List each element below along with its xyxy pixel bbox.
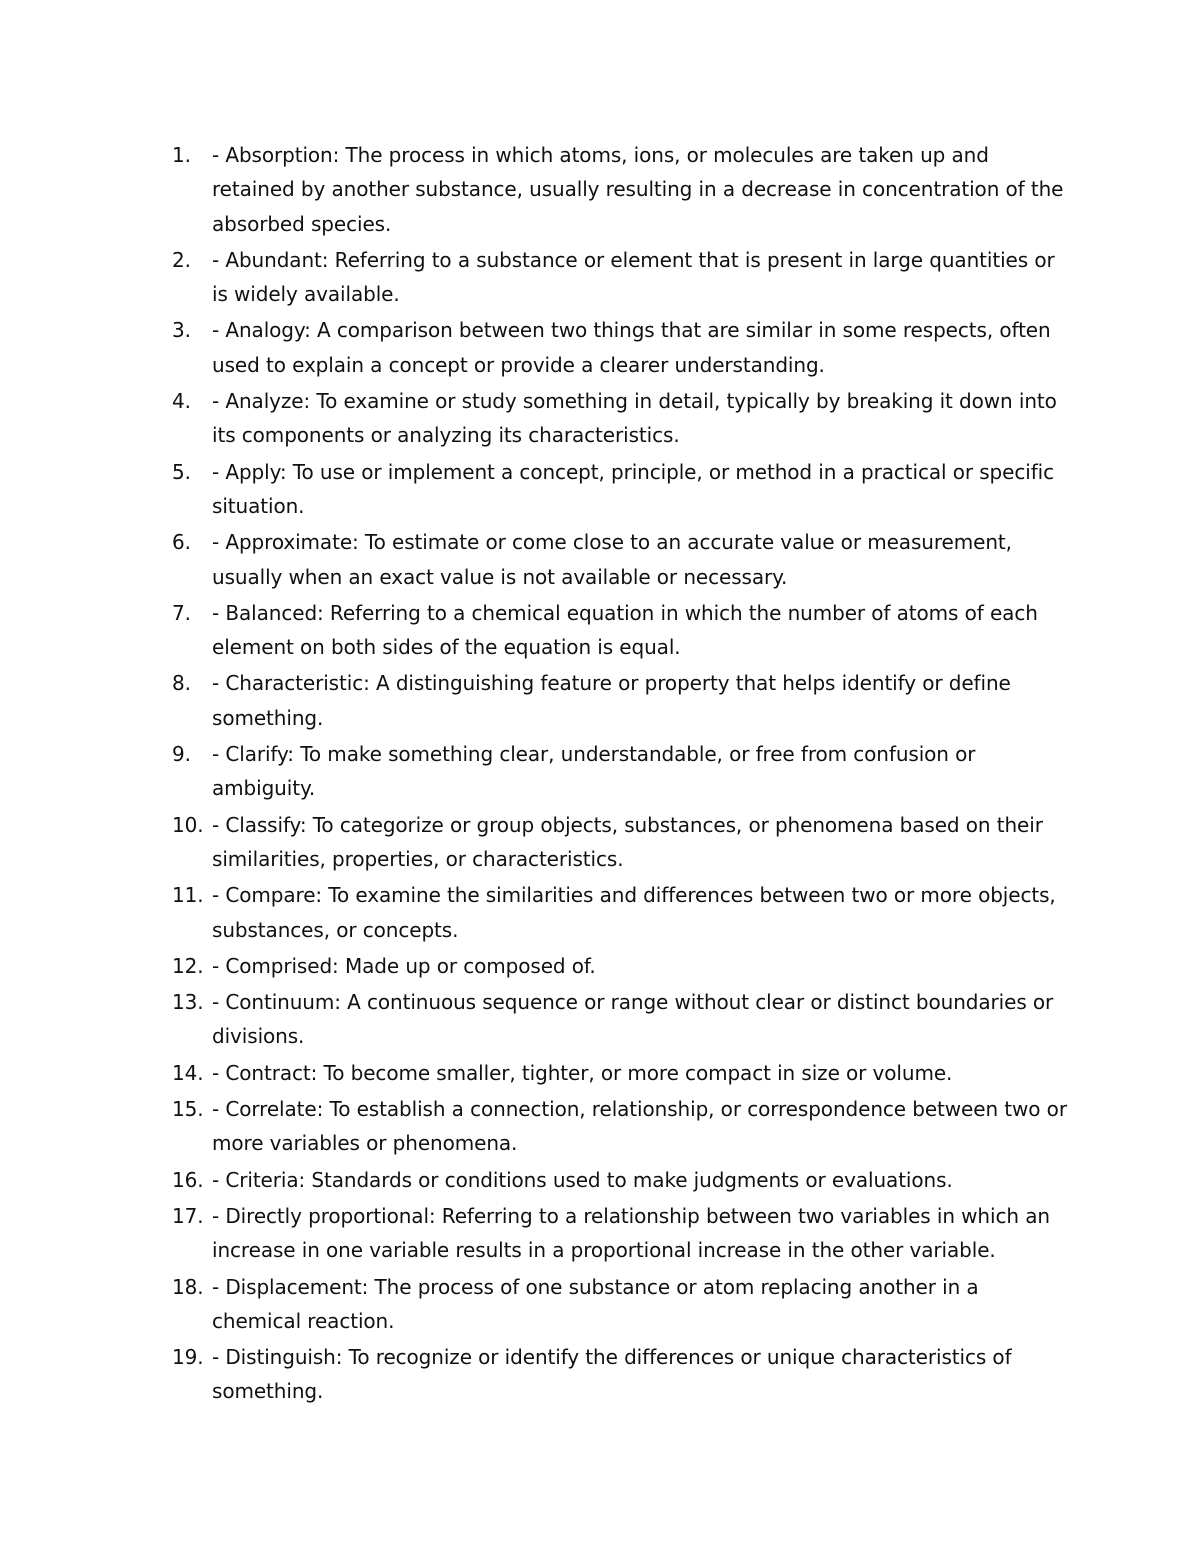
- item-number: 12.: [172, 953, 204, 978]
- list-item: [172, 1056, 1072, 1090]
- item-text: - Displacement: The process of one substance or atom replacing another in a chemical reaction.: [212, 1274, 979, 1333]
- item-number: 14.: [172, 1060, 204, 1085]
- item-text: - Absorption: The process in which atoms, ions, or molecules are taken up and retained by another substance, usually resulting in a decrease in concentration of the absorbed species.: [212, 143, 1064, 236]
- item-number: 9.: [172, 742, 191, 767]
- item-number: 19.: [172, 1345, 204, 1370]
- item-text: - Contract: To become smaller, tighter, or more compact in size or volume.: [212, 1060, 953, 1085]
- list-item: [172, 878, 1072, 947]
- glossary-list: [172, 138, 1072, 1411]
- list-item: [172, 384, 1072, 453]
- list-item: [172, 949, 1072, 983]
- item-text: - Characteristic: A distinguishing feature or property that helps identify or define something.: [212, 671, 1011, 730]
- item-text: - Apply: To use or implement a concept, principle, or method in a practical or specific situation.: [212, 459, 1055, 518]
- item-text: - Correlate: To establish a connection, relationship, or correspondence between two or more variables or phenomena.: [212, 1097, 1067, 1156]
- list-item: [172, 666, 1072, 735]
- item-text: - Distinguish: To recognize or identify the differences or unique characteristics of something.: [212, 1345, 1012, 1404]
- list-item: [172, 1270, 1072, 1339]
- list-item: [172, 243, 1072, 312]
- item-number: 17.: [172, 1203, 204, 1228]
- item-number: 10.: [172, 812, 204, 837]
- item-number: 15.: [172, 1097, 204, 1122]
- item-number: 6.: [172, 530, 191, 555]
- item-text: - Directly proportional: Referring to a relationship between two variables in which an increase in one variable results in a proportional increase in the other variable.: [212, 1203, 1050, 1263]
- list-item: [172, 1340, 1072, 1409]
- item-number: 7.: [172, 600, 191, 625]
- item-text: - Continuum: A continuous sequence or range without clear or distinct boundaries or divisions.: [212, 990, 1054, 1049]
- item-text: - Analogy: A comparison between two things that are similar in some respects, often used to explain a concept or provide a clearer understanding.: [212, 318, 1051, 377]
- item-text: - Classify: To categorize or group objects, substances, or phenomena based on their similarities, properties, or characteristics.: [212, 812, 1043, 871]
- item-text: - Clarify: To make something clear, understandable, or free from confusion or ambiguity.: [212, 742, 976, 801]
- item-text: - Compare: To examine the similarities and differences between two or more objects, substances, or concepts.: [212, 883, 1056, 942]
- item-number: 8.: [172, 671, 191, 696]
- list-item: [172, 313, 1072, 382]
- list-item: [172, 808, 1072, 877]
- list-item: [172, 985, 1072, 1054]
- item-text: - Comprised: Made up or composed of.: [212, 953, 596, 978]
- item-text: - Abundant: Referring to a substance or element that is present in large quantities or is widely available.: [212, 247, 1055, 307]
- item-number: 2.: [172, 247, 191, 272]
- item-number: 18.: [172, 1274, 204, 1299]
- item-text: - Balanced: Referring to a chemical equation in which the number of atoms of each element on both sides of the equation is equal.: [212, 600, 1038, 660]
- list-item: [172, 1092, 1072, 1161]
- item-number: 4.: [172, 389, 191, 414]
- item-number: 1.: [172, 143, 191, 167]
- item-number: 11.: [172, 883, 204, 908]
- list-item: [172, 525, 1072, 594]
- item-number: 16.: [172, 1167, 204, 1192]
- item-text: - Approximate: To estimate or come close to an accurate value or measurement, usually when an exact value is not available or necessary.: [212, 530, 1012, 589]
- item-text: - Criteria: Standards or conditions used to make judgments or evaluations.: [212, 1167, 953, 1192]
- item-number: 5.: [172, 459, 191, 484]
- item-number: 3.: [172, 318, 191, 343]
- list-item: [172, 1163, 1072, 1197]
- list-item: [172, 455, 1072, 524]
- list-item: [172, 737, 1072, 806]
- list-item: [172, 596, 1072, 665]
- list-item: [172, 1199, 1072, 1268]
- item-number: 13.: [172, 990, 204, 1015]
- item-text: - Analyze: To examine or study something in detail, typically by breaking it down into its components or analyzing its characteristics.: [212, 389, 1057, 448]
- list-item: [172, 138, 1072, 241]
